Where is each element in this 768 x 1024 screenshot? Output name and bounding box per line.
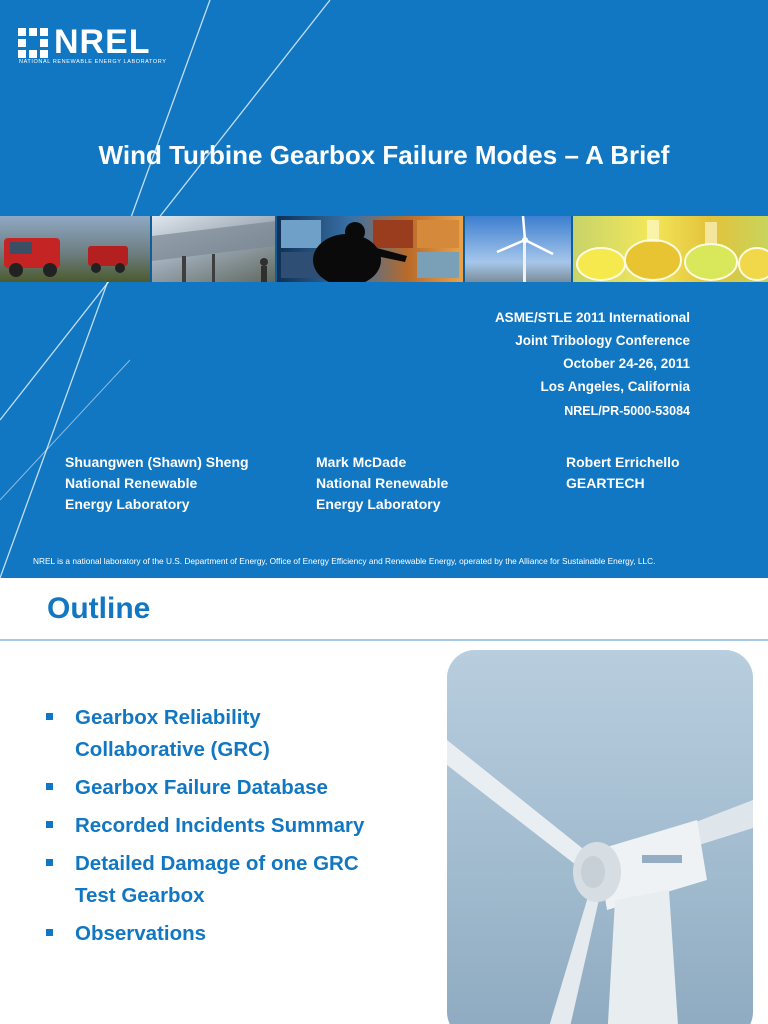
moon-icon: [681, 712, 697, 744]
list-item: [44, 702, 374, 766]
author-name: Robert Errichello: [566, 454, 680, 470]
list-item: [44, 918, 374, 950]
author-block: [65, 452, 249, 515]
conference-subname: Joint Tribology Conference: [515, 333, 690, 348]
title-divider: [0, 639, 768, 641]
list-item-text: Recorded Incidents Summary: [75, 814, 365, 837]
author-affiliation: Energy Laboratory: [316, 496, 441, 512]
logo-text: NREL: [54, 23, 151, 61]
outline-slide: [0, 578, 768, 1024]
square-bullet-icon: [46, 859, 53, 866]
footer-disclaimer: NREL is a national laboratory of the U.S. Department of Energy, Office of Energy Efficiency and Renewable Energy, operated by the Alliance for Sustainable Energy, LLC.: [33, 556, 656, 566]
square-bullet-icon: [46, 713, 53, 720]
solar-panel-photo: [152, 216, 276, 282]
square-bullet-icon: [46, 821, 53, 828]
wind-turbine-with-moon-photo: [447, 650, 753, 1024]
author-affiliation: GEARTECH: [566, 475, 645, 491]
list-item-text: Gearbox Failure Database: [75, 776, 328, 799]
author-affiliation: Energy Laboratory: [65, 496, 190, 512]
nrel-logo: [18, 22, 178, 66]
report-number: NREL/PR-5000-53084: [564, 404, 690, 418]
list-item-text: Gearbox Reliability Collaborative (GRC): [75, 706, 270, 761]
list-item: [44, 772, 374, 804]
author-affiliation: National Renewable: [316, 475, 449, 491]
slide-title: Wind Turbine Gearbox Failure Modes – A Brief: [98, 140, 670, 170]
author-block: [316, 452, 448, 515]
list-item-text: Observations: [75, 922, 207, 945]
nrel-logo-mark-icon: [18, 28, 48, 58]
author-block: [566, 452, 680, 494]
list-item: [44, 810, 374, 842]
outline-title: Outline: [47, 592, 151, 625]
biofuel-flasks-photo: [573, 216, 768, 282]
conference-name: ASME/STLE 2011 International: [494, 310, 690, 325]
square-bullet-icon: [46, 783, 53, 790]
list-item: [44, 848, 374, 912]
logo-subtitle: NATIONAL RENEWABLE ENERGY LABORATORY: [19, 59, 167, 65]
author-name: Shuangwen (Shawn) Sheng: [65, 454, 249, 470]
square-bullet-icon: [46, 929, 53, 936]
author-affiliation: National Renewable: [65, 475, 198, 491]
outline-list: [44, 702, 374, 956]
author-name: Mark McDade: [316, 454, 407, 470]
wind-turbine-photo: [465, 216, 571, 282]
research-collage-photo: [277, 216, 463, 282]
vehicles-photo: [0, 216, 150, 282]
photo-strip: [0, 216, 768, 282]
conference-location: Los Angeles, California: [540, 379, 690, 394]
conference-dates: October 24-26, 2011: [563, 356, 690, 371]
conference-info: [495, 306, 690, 423]
list-item-text: Detailed Damage of one GRC Test Gearbox: [75, 852, 359, 907]
